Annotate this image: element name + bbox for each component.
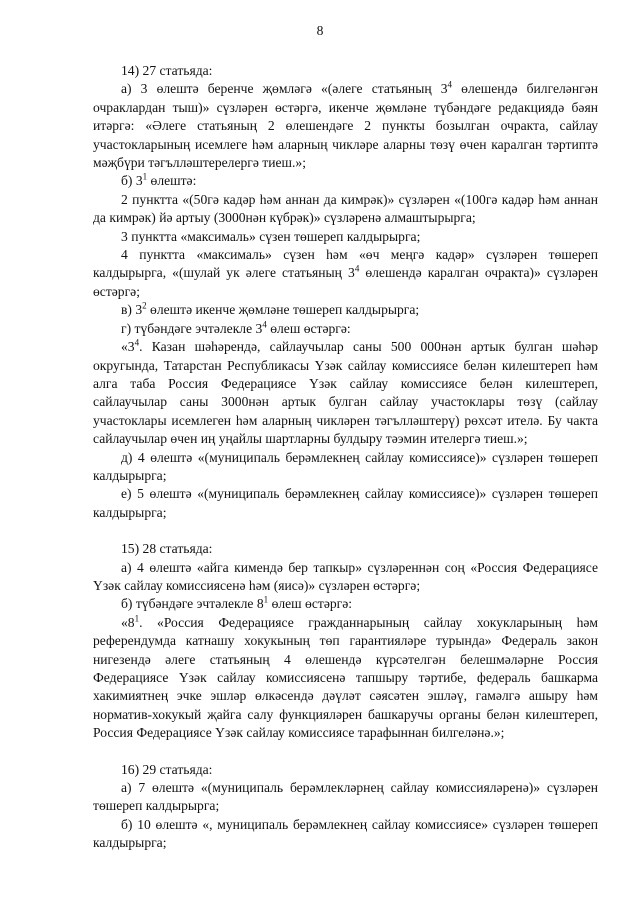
section-heading: 15) 28 статьяда: (121, 541, 213, 557)
section-gap (93, 743, 598, 761)
document-body (93, 62, 598, 853)
paragraph: в) $3^2$ өлештә икенче җөмләне төшереп калдырырга; (121, 300, 420, 318)
paragraph: б) $3^1$ өлештә: (121, 171, 197, 189)
paragraph: б) 10 өлештә «, муниципаль берәмлекнең сайлау комиссиясе» сүзләрен төшереп калдырырга; (93, 816, 598, 851)
paragraph: а) 7 өлештә «(муниципаль берәмлекләрнең сайлау комиссияләренә)» сүзләрен төшереп калдырырга; (93, 780, 598, 814)
section-gap (93, 522, 598, 540)
paragraph: г) түбәндәге эчтәлекле $3^4$ өлеш өстәргә: (121, 319, 351, 336)
section-heading: 16) 29 статьяда: (121, 761, 213, 777)
paragraph: «$3^4$. Казан шәһәрендә, сайлаучылар саны 500 000нән артык булган шәһәр округында, Татарстан Республикасы Үзәк сайлау комиссиясе белән килештереп һәм алга таба Россия Федерациясе Үзәк сайлау комиссиясе белән килештереп, сайлаучылар саны 3000нән артык булган сайлау участоклары төзү (сайлау участоклары исемлеген һәм аларның чикләрен тәгълләштерү) рөхсәт ителә. Бу чакта сайлаучылар өчен иң уңайлы шартларны булдыру тәэмин ителергә тиеш.»; (93, 337, 598, 447)
paragraph: д) 4 өлештә «(муниципаль берәмлекнең сайлау комиссиясе)» сүзләрен төшереп калдырырга; (93, 449, 598, 483)
page-number: 8 (316, 23, 324, 38)
paragraph: б) түбәндәге эчтәлекле $8^1$ өлеш өстәргә: (121, 594, 353, 612)
paragraph: 2 пунктта «(50гә кадәр һәм аннан да кимрәк)» сүзләрен «(100гә кадәр һәм аннан да кимрәк) йә артыу (3000нән күбрәк)» сүзләренә алмаштырырга; (93, 191, 598, 226)
section-heading: 14) 27 статьяда: (121, 63, 213, 78)
paragraph: е) 5 өлештә «(муниципаль берәмлекнең сайлау комиссиясе)» сүзләрен төшереп калдырырга; (93, 486, 598, 520)
paragraph: «$8^1$. «Россия Федерациясе гражданнарының сайлау хокукларының һәм референдумда катнашу хокукының төп гарантияләре турында» Федераль закон нигезендә әлеге статьяның 4 өлешендә күрсәтелгән белешмәләрне Россия Федерациясе Үзәк сайлау комиссиясенә тапшыру тәртибе, федераль башкарма хакимиятнең эчке эшләр өлкәсендә дәүләт сәясәтен эшләү, гамәлгә ашыру һәм норматив-хокукый җайга салу функцияләрен башкаручы органы белән килештереп, Россия Федерациясе Үзәк сайлау комиссиясе тарафыннан билгеләнә.»; (93, 613, 598, 741)
paragraph: а) 3 өлештә беренче җөмләгә «(әлеге статьяның $3^4$ өлешендә билгеләнгән очраклардан тыш)» сүзләрен өстәргә, икенче җөмләне түбәндәге редакциядә бәян итәргә: «Әлеге статьяның 2 өлешендәге 2 пункты бозылган очракта, сайлау участокларының исемлеге һәм аларның чикләре аларны төзү өчен каралган тәртиптә мәҗбүри тәгълләштерелергә тиеш.»; (93, 79, 598, 171)
paragraph: 3 пунктта «максималь» сүзен төшереп калдырырга; (121, 228, 421, 244)
paragraph: 4 пунктта «максималь» сүзен һәм «өч меңгә кадәр» сүзләрен төшереп калдырырга, «(шулай ук әлеге статьяның $3^4$ өлешендә каралган очракта)» сүзләрен өстәргә; (93, 247, 599, 299)
paragraph: а) 4 өлештә «айга кимендә бер тапкыр» сүзләреннән соң «Россия Федерациясе Үзәк сайлау комиссиясенә һәм (яисә)» сүзләрен өстәргә; (93, 559, 598, 593)
